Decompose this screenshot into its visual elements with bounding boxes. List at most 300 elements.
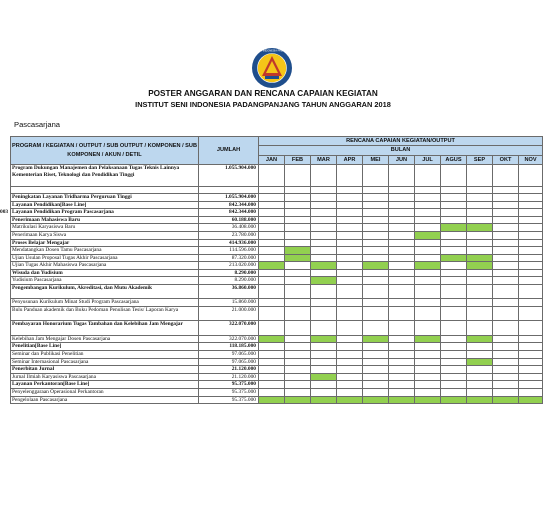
schedule-cell: [493, 335, 519, 343]
table-row: [11, 269, 543, 277]
month-header: AGUS: [441, 155, 467, 164]
schedule-cell: [285, 285, 311, 299]
schedule-cell: [493, 351, 519, 359]
schedule-cell: [389, 239, 415, 247]
schedule-cell: [441, 381, 467, 389]
schedule-cell: [493, 366, 519, 374]
row-amount: 213.020.000: [199, 262, 259, 270]
schedule-cell: [337, 224, 363, 232]
schedule-cell: [311, 262, 337, 270]
schedule-cell: [311, 335, 337, 343]
schedule-cell: [337, 247, 363, 255]
table-row: [11, 381, 543, 389]
row-label: Pengelolaan Pascasarjana: [11, 396, 199, 404]
schedule-cell: [493, 239, 519, 247]
schedule-cell: [441, 343, 467, 351]
schedule-cell: [259, 373, 285, 381]
row-amount: 95.375.000: [199, 396, 259, 404]
schedule-cell: [311, 224, 337, 232]
schedule-cell: [441, 209, 467, 217]
schedule-cell: [467, 358, 493, 366]
row-amount: 21.120.000: [199, 366, 259, 374]
schedule-cell: [519, 254, 543, 262]
table-row: [11, 224, 543, 232]
row-amount: 8.290.000: [199, 269, 259, 277]
row-amount: 118.185.000: [199, 343, 259, 351]
schedule-cell: [311, 254, 337, 262]
schedule-cell: [441, 277, 467, 285]
row-label: Yudisium Pascasarjana: [11, 277, 199, 285]
schedule-cell: [285, 231, 311, 239]
schedule-cell: [493, 262, 519, 270]
schedule-cell: [259, 335, 285, 343]
schedule-cell: [363, 216, 389, 224]
schedule-cell: [311, 209, 337, 217]
schedule-cell: [441, 247, 467, 255]
schedule-cell: [467, 366, 493, 374]
schedule-cell: [389, 389, 415, 397]
month-header: MAR: [311, 155, 337, 164]
schedule-cell: [493, 247, 519, 255]
month-header: JUN: [389, 155, 415, 164]
schedule-cell: [493, 321, 519, 335]
row-label: Program Dukungan Manajemen dan Pelaksanaan Tugas Teknis Lainnya Kementerian Riset, Teknologi dan Pendidikan Tinggi: [11, 165, 199, 187]
schedule-cell: [363, 277, 389, 285]
schedule-cell: [311, 389, 337, 397]
schedule-cell: [467, 262, 493, 270]
row-amount: [199, 186, 259, 193]
schedule-cell: [415, 285, 441, 299]
schedule-cell: [285, 262, 311, 270]
schedule-cell: [519, 285, 543, 299]
schedule-cell: [311, 193, 337, 201]
schedule-cell: [363, 209, 389, 217]
schedule-cell: [519, 231, 543, 239]
month-header: JUL: [415, 155, 441, 164]
schedule-cell: [519, 201, 543, 209]
schedule-cell: [389, 224, 415, 232]
schedule-cell: [441, 366, 467, 374]
schedule-cell: [467, 186, 493, 193]
schedule-cell: [311, 373, 337, 381]
schedule-cell: [415, 269, 441, 277]
row-amount: 97.065.000: [199, 358, 259, 366]
schedule-cell: [285, 389, 311, 397]
schedule-cell: [311, 247, 337, 255]
schedule-cell: [467, 269, 493, 277]
schedule-cell: [415, 262, 441, 270]
row-label: Wisuda dan Yudisium: [11, 269, 199, 277]
table-row: [11, 343, 543, 351]
schedule-cell: [259, 186, 285, 193]
schedule-cell: [337, 366, 363, 374]
schedule-cell: [337, 389, 363, 397]
row-amount: 97.065.000: [199, 351, 259, 359]
schedule-cell: [389, 307, 415, 321]
schedule-cell: [415, 321, 441, 335]
schedule-cell: [311, 343, 337, 351]
schedule-cell: [363, 321, 389, 335]
schedule-cell: [363, 239, 389, 247]
schedule-cell: [519, 165, 543, 187]
schedule-cell: [441, 201, 467, 209]
schedule-cell: [337, 201, 363, 209]
schedule-cell: [441, 358, 467, 366]
schedule-cell: [415, 231, 441, 239]
row-amount: 414.936.000: [199, 239, 259, 247]
schedule-cell: [467, 193, 493, 201]
schedule-cell: [285, 193, 311, 201]
table-row: [11, 299, 543, 307]
schedule-cell: [441, 231, 467, 239]
col-rencana-header: RENCANA CAPAIAN KEGIATAN/OUTPUT: [259, 137, 543, 146]
schedule-cell: [493, 209, 519, 217]
row-label: Ujian Usulan Proposal Tugas Akhir Pascasarjana: [11, 254, 199, 262]
table-row: [11, 307, 543, 321]
schedule-cell: [311, 186, 337, 193]
row-label: Pengembangan Kurikulum, Akreditasi, dan Mutu Akademik: [11, 285, 199, 299]
row-label: Bulu Panduan akademik dan Buku Pedoman Penulisan Tesis/ Laporan Karya: [11, 307, 199, 321]
table-row: [11, 216, 543, 224]
schedule-cell: [363, 351, 389, 359]
row-amount: 23.780.000: [199, 231, 259, 239]
schedule-cell: [363, 335, 389, 343]
schedule-cell: [389, 254, 415, 262]
schedule-cell: [415, 209, 441, 217]
schedule-cell: [415, 247, 441, 255]
schedule-cell: [259, 277, 285, 285]
row-label: Matrikulasi Karyasiswa Baru: [11, 224, 199, 232]
month-header: NOV: [519, 155, 543, 164]
schedule-cell: [519, 262, 543, 270]
schedule-cell: [389, 299, 415, 307]
schedule-cell: [467, 239, 493, 247]
schedule-cell: [415, 186, 441, 193]
schedule-cell: [493, 299, 519, 307]
schedule-cell: [259, 254, 285, 262]
table-row: [11, 165, 543, 187]
schedule-cell: [285, 351, 311, 359]
schedule-cell: [285, 201, 311, 209]
schedule-cell: [259, 193, 285, 201]
schedule-cell: [493, 343, 519, 351]
schedule-cell: [363, 224, 389, 232]
col-bulan-header: BULAN: [259, 146, 543, 155]
schedule-cell: [337, 358, 363, 366]
schedule-cell: [519, 269, 543, 277]
table-row: [11, 277, 543, 285]
schedule-cell: [519, 277, 543, 285]
schedule-cell: [285, 269, 311, 277]
schedule-cell: [467, 231, 493, 239]
row-amount: 8.290.000: [199, 277, 259, 285]
month-header: JAN: [259, 155, 285, 164]
table-row: [11, 254, 543, 262]
schedule-cell: [337, 299, 363, 307]
schedule-cell: [363, 389, 389, 397]
schedule-cell: [389, 186, 415, 193]
schedule-cell: [493, 396, 519, 404]
schedule-cell: [467, 277, 493, 285]
schedule-cell: [415, 343, 441, 351]
schedule-cell: [285, 373, 311, 381]
schedule-cell: [467, 381, 493, 389]
schedule-cell: [441, 239, 467, 247]
schedule-cell: [259, 269, 285, 277]
schedule-cell: [259, 381, 285, 389]
schedule-cell: [519, 299, 543, 307]
schedule-cell: [467, 389, 493, 397]
schedule-cell: [337, 285, 363, 299]
schedule-cell: [337, 193, 363, 201]
schedule-cell: [259, 239, 285, 247]
schedule-cell: [311, 351, 337, 359]
schedule-cell: [441, 216, 467, 224]
schedule-cell: [285, 307, 311, 321]
row-label: Mendatangkan Dosen Tamu Pascasarjana: [11, 247, 199, 255]
schedule-cell: [493, 224, 519, 232]
schedule-cell: [259, 396, 285, 404]
schedule-cell: [337, 277, 363, 285]
schedule-cell: [389, 201, 415, 209]
schedule-cell: [285, 239, 311, 247]
schedule-cell: [415, 307, 441, 321]
schedule-cell: [389, 193, 415, 201]
row-amount: 1.055.904.000: [199, 193, 259, 201]
row-label: Pembayaran Honorarium Tugas Tambahan dan Kelebihan Jam Mengajar: [11, 321, 199, 335]
row-label: Peningkatan Layanan Tridharma Perguruan Tinggi: [11, 193, 199, 201]
schedule-cell: [519, 209, 543, 217]
row-amount: 114.596.000: [199, 247, 259, 255]
schedule-cell: [519, 358, 543, 366]
schedule-cell: [285, 396, 311, 404]
schedule-cell: [415, 201, 441, 209]
schedule-cell: [467, 321, 493, 335]
col-program-header: PROGRAM / KEGIATAN / OUTPUT / SUB OUTPUT / KOMPONEN / SUB KOMPONEN / AKUN / DETIL: [11, 137, 199, 165]
schedule-cell: [363, 396, 389, 404]
schedule-cell: [415, 224, 441, 232]
schedule-cell: [311, 307, 337, 321]
row-amount: 842.344.000: [199, 209, 259, 217]
budget-rows: [11, 165, 543, 404]
schedule-cell: [441, 299, 467, 307]
schedule-cell: [441, 307, 467, 321]
table-row: [11, 231, 543, 239]
row-label: Proses Belajar Mengajar: [11, 239, 199, 247]
row-amount: 36.860.000: [199, 285, 259, 299]
schedule-cell: [363, 343, 389, 351]
schedule-cell: [415, 358, 441, 366]
schedule-cell: [363, 366, 389, 374]
schedule-cell: [389, 358, 415, 366]
document-subtitle: INSTITUT SENI INDONESIA PADANGPANJANG TAHUN ANGGARAN 2018: [135, 100, 391, 109]
schedule-cell: [311, 396, 337, 404]
row-amount: 36.408.000: [199, 224, 259, 232]
schedule-cell: [519, 239, 543, 247]
schedule-cell: [259, 209, 285, 217]
month-header: OKT: [493, 155, 519, 164]
table-row: [11, 193, 543, 201]
schedule-cell: [259, 299, 285, 307]
table-row: [11, 373, 543, 381]
table-row: [11, 396, 543, 404]
schedule-cell: [337, 396, 363, 404]
schedule-cell: [441, 389, 467, 397]
schedule-cell: [259, 165, 285, 187]
institute-logo: [243, 47, 301, 89]
row-label: Layanan Pendidikan[Base Line]: [11, 201, 199, 209]
schedule-cell: [337, 335, 363, 343]
schedule-cell: [493, 381, 519, 389]
schedule-cell: [415, 239, 441, 247]
schedule-cell: [311, 216, 337, 224]
schedule-cell: [259, 262, 285, 270]
schedule-cell: [389, 366, 415, 374]
schedule-cell: [259, 343, 285, 351]
schedule-cell: [363, 231, 389, 239]
schedule-cell: [311, 381, 337, 389]
schedule-cell: [363, 201, 389, 209]
row-amount: 21.000.000: [199, 307, 259, 321]
col-jumlah-header: JUMLAH: [199, 137, 259, 165]
table-row: [11, 247, 543, 255]
schedule-cell: [415, 389, 441, 397]
schedule-cell: [493, 165, 519, 187]
schedule-cell: [467, 373, 493, 381]
row-label: Seminar Internasional Pascasarjana: [11, 358, 199, 366]
month-header: MEI: [363, 155, 389, 164]
schedule-cell: [259, 307, 285, 321]
schedule-cell: [363, 193, 389, 201]
schedule-cell: [259, 231, 285, 239]
schedule-cell: [363, 247, 389, 255]
row-label: Layanan Perkantoran[Base Line]: [11, 381, 199, 389]
schedule-cell: [363, 358, 389, 366]
schedule-cell: [259, 216, 285, 224]
table-row: [11, 335, 543, 343]
row-amount: 60.188.000: [199, 216, 259, 224]
schedule-cell: [389, 321, 415, 335]
schedule-cell: [415, 193, 441, 201]
schedule-cell: [363, 262, 389, 270]
logo-wordmark: INSTITUT SENI INDONESIA PADANGPANJANG: [243, 49, 301, 53]
schedule-cell: [467, 351, 493, 359]
schedule-cell: [389, 277, 415, 285]
schedule-cell: [389, 335, 415, 343]
schedule-cell: [415, 351, 441, 359]
table-row: [11, 262, 543, 270]
row-label: Penerimaan Karya Siswa: [11, 231, 199, 239]
schedule-cell: [519, 186, 543, 193]
schedule-cell: [519, 381, 543, 389]
table-row: [11, 186, 543, 193]
schedule-cell: [285, 186, 311, 193]
schedule-cell: [337, 254, 363, 262]
schedule-cell: [441, 335, 467, 343]
row-label: Jurnal Ilmiah Karyasiswa Pascasarjana: [11, 373, 199, 381]
schedule-cell: [519, 335, 543, 343]
schedule-cell: [363, 307, 389, 321]
schedule-cell: [311, 269, 337, 277]
month-header: FEB: [285, 155, 311, 164]
row-label: Penelitian[Base Line]: [11, 343, 199, 351]
schedule-cell: [337, 216, 363, 224]
schedule-cell: [259, 224, 285, 232]
schedule-cell: [415, 381, 441, 389]
schedule-cell: [259, 358, 285, 366]
schedule-cell: [467, 335, 493, 343]
schedule-cell: [389, 262, 415, 270]
schedule-cell: [285, 254, 311, 262]
row-label: Seminar dan Publikasi Penelitian: [11, 351, 199, 359]
schedule-cell: [259, 321, 285, 335]
schedule-cell: [337, 343, 363, 351]
schedule-cell: [337, 231, 363, 239]
table-row: [11, 201, 543, 209]
schedule-cell: [389, 216, 415, 224]
schedule-cell: [285, 299, 311, 307]
schedule-cell: [415, 335, 441, 343]
schedule-cell: [259, 247, 285, 255]
schedule-cell: [285, 335, 311, 343]
schedule-cell: [415, 373, 441, 381]
month-header: APR: [337, 155, 363, 164]
schedule-cell: [285, 366, 311, 374]
schedule-cell: [415, 254, 441, 262]
schedule-cell: [311, 231, 337, 239]
schedule-cell: [467, 224, 493, 232]
schedule-cell: [519, 396, 543, 404]
schedule-cell: [337, 381, 363, 389]
schedule-cell: [493, 186, 519, 193]
schedule-cell: [285, 247, 311, 255]
schedule-cell: [415, 299, 441, 307]
schedule-cell: [493, 277, 519, 285]
schedule-cell: [311, 201, 337, 209]
row-amount: 322.070.000: [199, 335, 259, 343]
schedule-cell: [441, 396, 467, 404]
schedule-cell: [337, 269, 363, 277]
schedule-cell: [259, 366, 285, 374]
table-row: [11, 358, 543, 366]
row-label: Ujian Tugas Akhir Mahasiswa Pascasarjana: [11, 262, 199, 270]
schedule-cell: [337, 351, 363, 359]
schedule-cell: [415, 216, 441, 224]
schedule-cell: [493, 285, 519, 299]
schedule-cell: [337, 262, 363, 270]
row-code: 003: [0, 208, 9, 215]
schedule-cell: [493, 216, 519, 224]
schedule-cell: [337, 307, 363, 321]
row-label: Penyelenggaraan Operasional Perkantoran: [11, 389, 199, 397]
schedule-cell: [285, 358, 311, 366]
schedule-cell: [493, 254, 519, 262]
schedule-cell: [337, 239, 363, 247]
schedule-cell: [389, 247, 415, 255]
schedule-cell: [493, 231, 519, 239]
schedule-cell: [337, 165, 363, 187]
row-amount: 322.070.000: [199, 321, 259, 335]
schedule-cell: [311, 239, 337, 247]
schedule-cell: [389, 343, 415, 351]
unit-name: Pascasarjana: [14, 120, 61, 129]
schedule-cell: [441, 373, 467, 381]
schedule-cell: [259, 285, 285, 299]
budget-table: [10, 136, 543, 404]
schedule-cell: [363, 285, 389, 299]
schedule-cell: [285, 277, 311, 285]
schedule-cell: [441, 254, 467, 262]
